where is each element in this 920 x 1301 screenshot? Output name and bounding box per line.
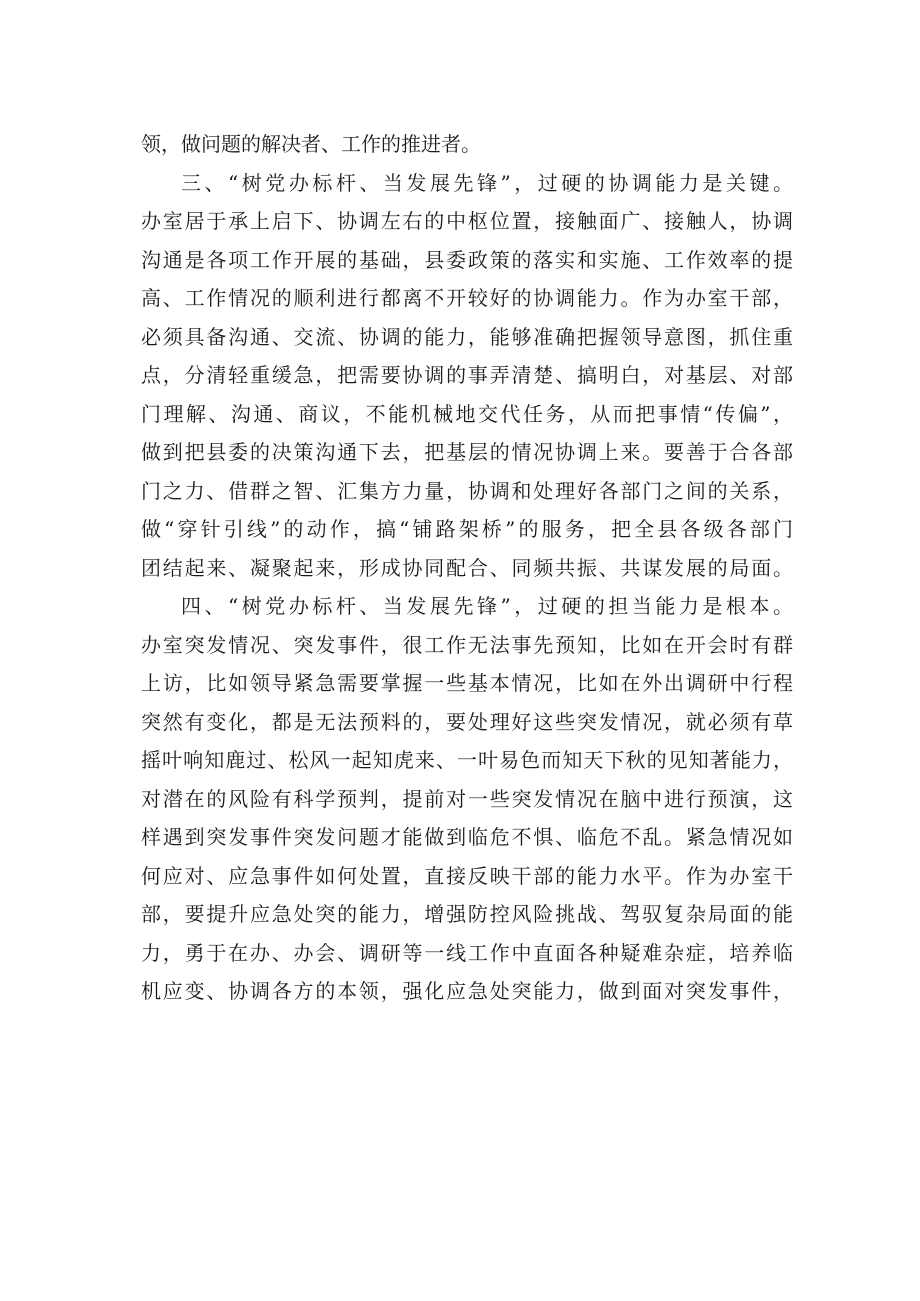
text-line: 突然有变化，都是无法预料的，要处理好这些突发情况，就必须有草	[141, 709, 793, 734]
text-line: 门之力、借群之智、汇集方力量，协调和处理好各部门之间的关系，	[141, 478, 793, 503]
text-line: 沟通是各项工作开展的基础，县委政策的落实和实施、工作效率的提	[141, 247, 793, 272]
text-line: 门理解、沟通、商议，不能机械地交代任务，从而把事情“传偏”，	[141, 401, 793, 426]
text-line: 部，要提升应急处突的能力，增强防控风险挑战、驾驭复杂局面的能	[141, 902, 793, 926]
text-line: 团结起来、凝聚起来，形成协同配合、同频共振、共谋发展的局面。	[141, 555, 793, 580]
text-line: 摇叶响知鹿过、松风一起知虎来、一叶易色而知天下秋的见知著能力，	[141, 748, 793, 772]
text-line: 办室突发情况、突发事件，很工作无法事先预知，比如在开会时有群	[141, 632, 793, 657]
text-line: 办室居于承上启下、协调左右的中枢位置，接触面广、接触人，协调	[141, 209, 793, 233]
text-line: 必须具备沟通、交流、协调的能力，能够准确把握领导意图，抓住重	[141, 324, 793, 349]
text-line: 机应变、协调各方的本领，强化应急处突能力，做到面对突发事件，	[141, 979, 793, 1003]
text-line: 对潜在的风险有科学预判，提前对一些突发情况在脑中进行预演，这	[141, 786, 793, 811]
text-line: 做“穿针引线”的动作，搞“铺路架桥”的服务，把全县各级各部门	[141, 517, 793, 541]
text-line: 何应对、应急事件如何处置，直接反映干部的能力水平。作为办室干	[141, 863, 793, 888]
text-line: 高、工作情况的顺利进行都离不开较好的协调能力。作为办室干部，	[141, 286, 793, 310]
body-text	[141, 125, 793, 1011]
paragraph-heading-line: 四、“树党办标杆、当发展先锋”，过硬的担当能力是根本。	[181, 594, 793, 618]
text-line: 领，做问题的解决者、工作的推进者。	[141, 132, 481, 156]
text-line: 做到把县委的决策沟通下去，把基层的情况协调上来。要善于合各部	[141, 440, 793, 464]
text-line: 点，分清轻重缓急，把需要协调的事弄清楚、搞明白，对基层、对部	[141, 363, 793, 387]
text-line: 力，勇于在办、办会、调研等一线工作中直面各种疑难杂症，培养临	[141, 940, 793, 965]
text-line: 上访，比如领导紧急需要掌握一些基本情况，比如在外出调研中行程	[141, 671, 793, 695]
text-line: 样遇到突发事件突发问题才能做到临危不惧、临危不乱。紧急情况如	[141, 825, 793, 849]
paragraph-heading-line: 三、“树党办标杆、当发展先锋”，过硬的协调能力是关键。	[181, 170, 793, 195]
